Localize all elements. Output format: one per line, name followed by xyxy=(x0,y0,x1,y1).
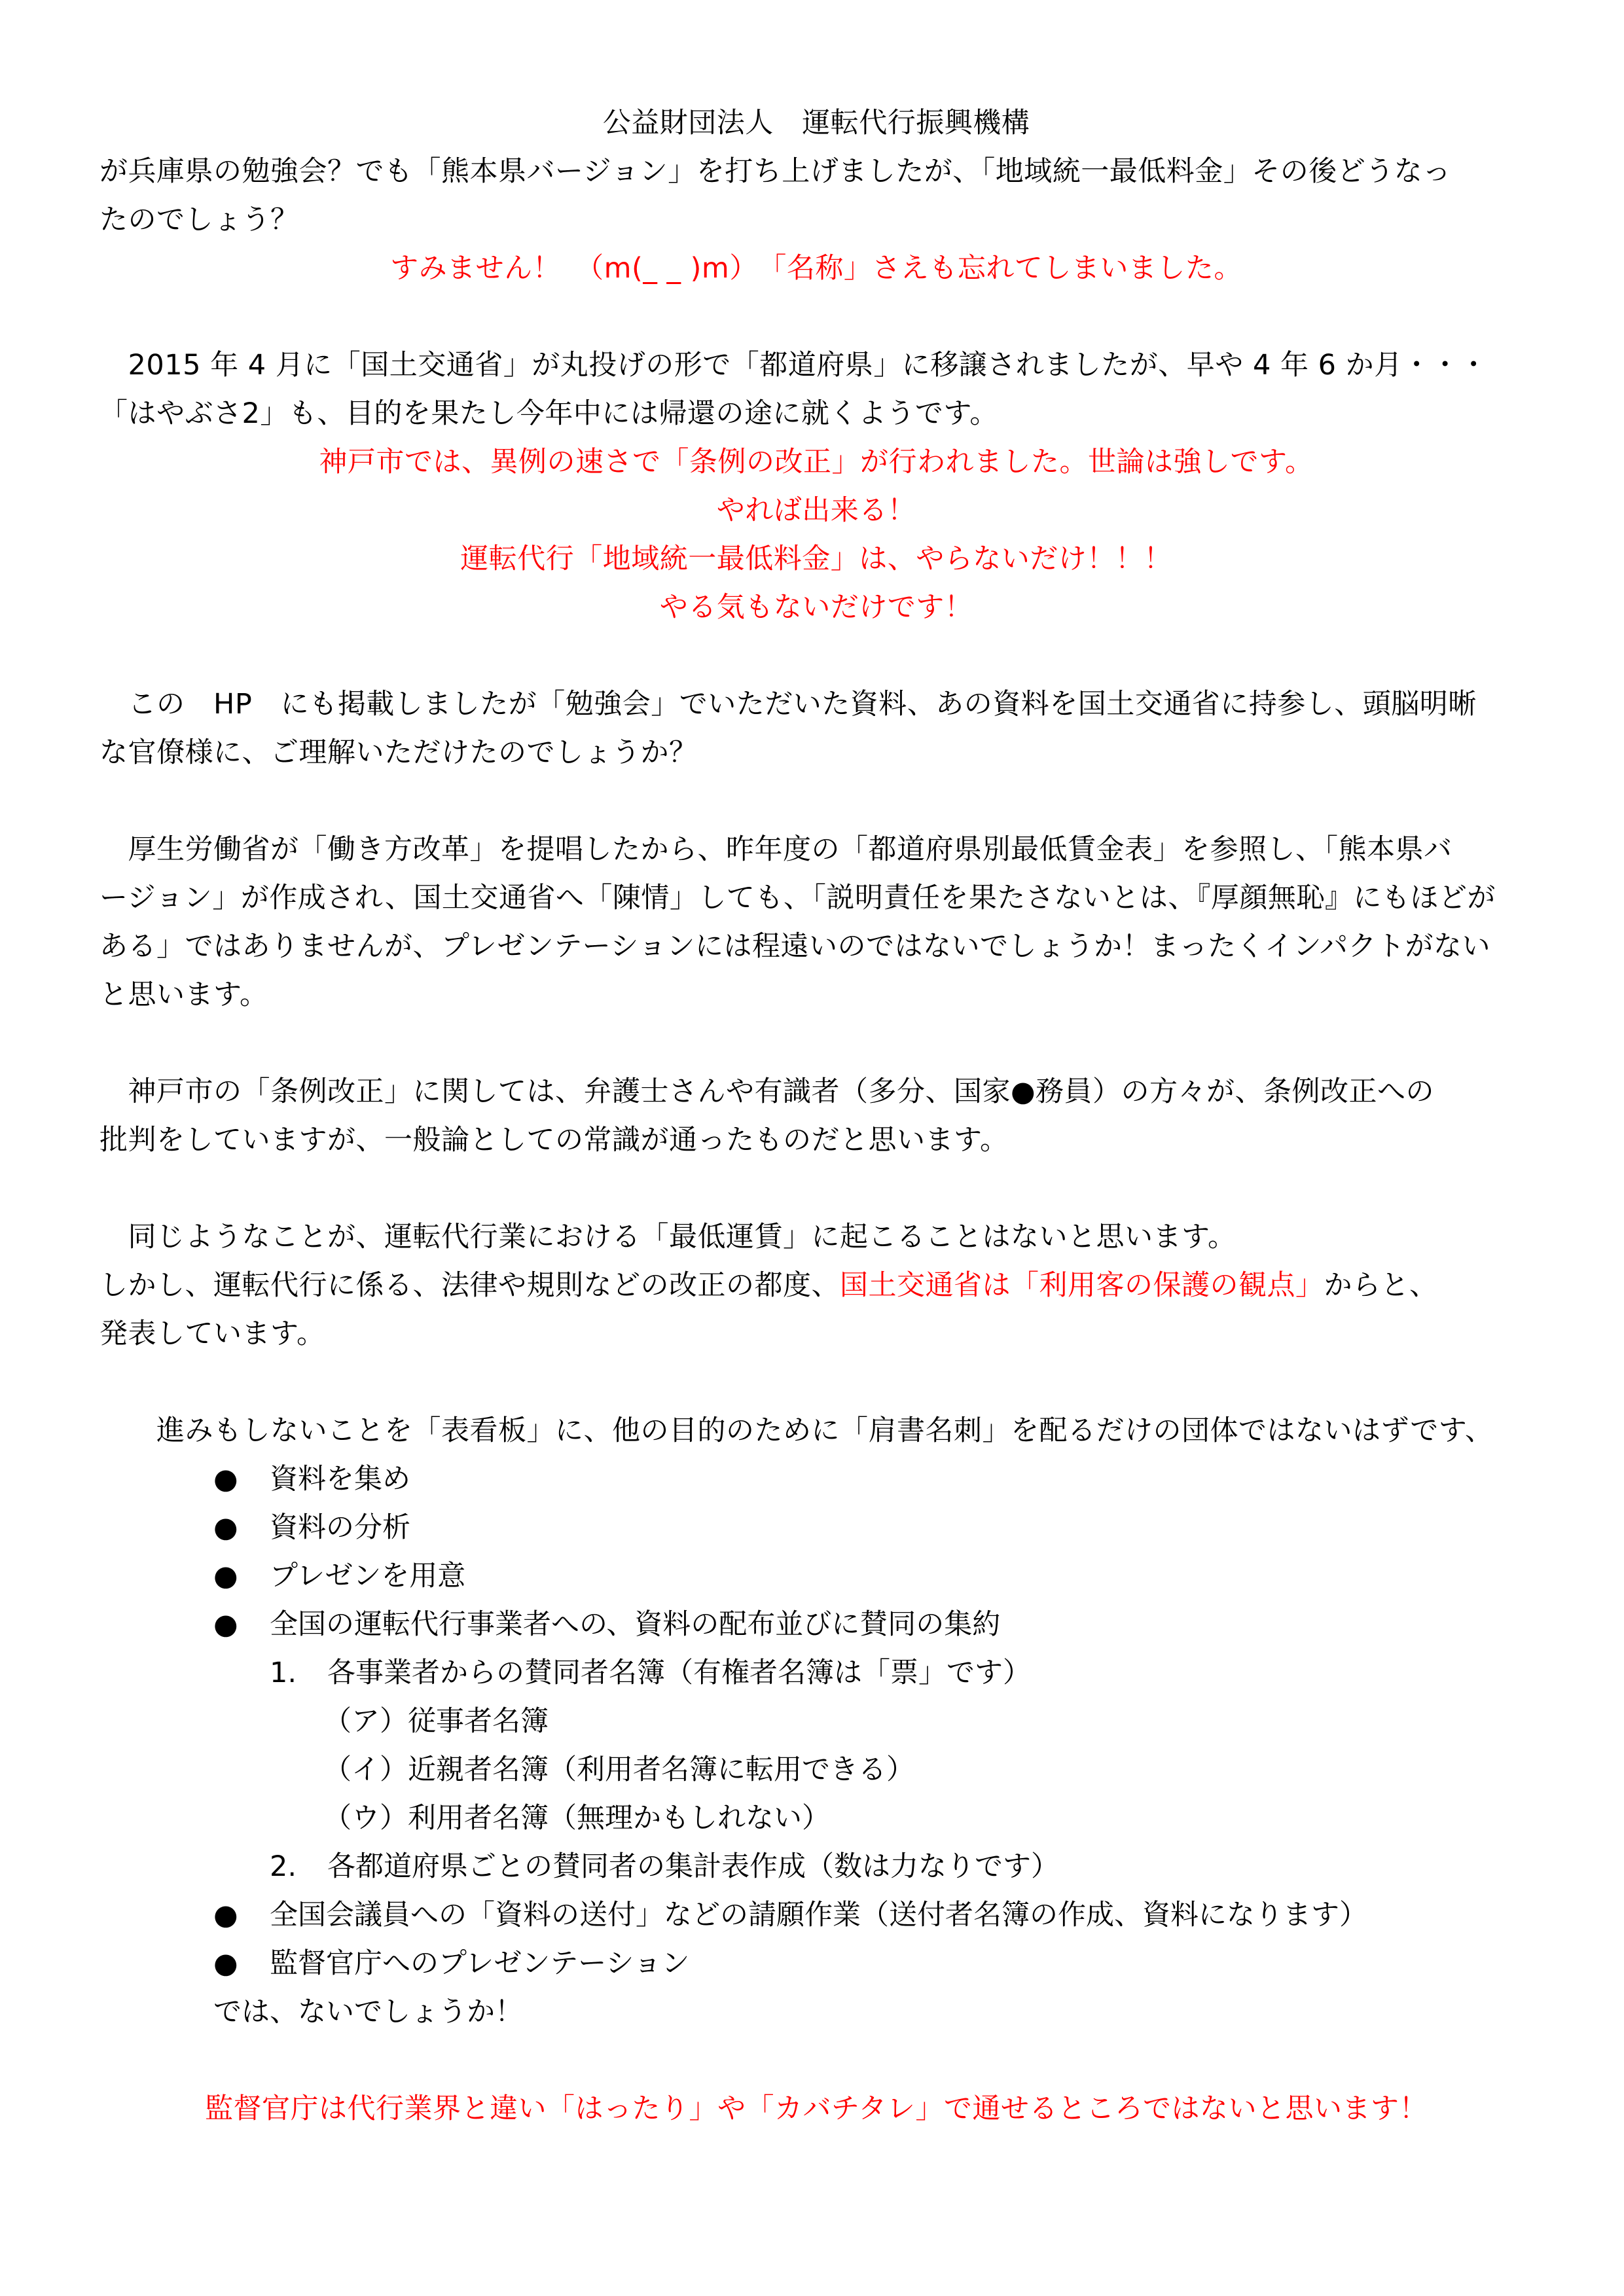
bullet-icon: ● xyxy=(213,1947,238,1980)
list-item-text: 資料の分析 xyxy=(270,1511,410,1544)
no-motivation-line: やる気もないだけです！ xyxy=(659,591,973,624)
sub-list-item-text: （イ）近親者名簿（利用者名簿に転用できる） xyxy=(323,1753,914,1786)
apology-line: すみません！ （m(_ _ )m） 「名称」さえも忘れてしまいました。 xyxy=(390,252,1242,285)
bullet-icon: ● xyxy=(213,1511,238,1544)
list-item-text: 全国の運転代行事業者への、資料の配布並びに賛同の集約 xyxy=(270,1608,1001,1641)
numbered-item-text: 各事業者からの賛同者名簿（有権者名簿は「票」です） xyxy=(327,1657,1031,1689)
para5-line-2 xyxy=(99,1266,1533,1305)
para3-line-3: ある」ではありませんが、プレゼンテーションには程遠いのではないでしょうか！まったくインパクトがない xyxy=(99,930,1491,963)
para4-line-2: 批判をしていますが、一般論としての常識が通ったものだと思います。 xyxy=(99,1124,1009,1157)
para4-line-1: 神戸市の「条例改正」に関しては、弁護士さんや有識者（多分、国家●務員）の方々が、条例改正への xyxy=(99,1075,1435,1108)
para3-line-1: 厚生労働省が「働き方改革」を提唱したから、昨年度の「都道府県別最低賃金表」を参照し、「熊本県バ xyxy=(99,833,1453,866)
list-item-text: 監督官庁へのプレゼンテーション xyxy=(270,1947,690,1980)
para5-line-2-prefix: しかし、運転代行に係る、法律や規則などの改正の都度、 xyxy=(99,1269,840,1302)
bullet-icon: ● xyxy=(213,1463,238,1496)
list-item-text: 全国会議員への「資料の送付」などの請願作業（送付者名簿の作成、資料になります） xyxy=(270,1899,1367,1931)
closing-text: では、ないでしょうか！ xyxy=(213,1996,523,2028)
mlit-viewpoint-highlight: 国土交通省は「利用客の保護の観点」 xyxy=(840,1269,1324,1302)
can-do-line: やれば出来る！ xyxy=(716,494,916,527)
intro-line-2: たのでしょう？ xyxy=(99,204,299,236)
para6-line-1: 進みもしないことを「表看板」に、他の目的のために「肩書名刺」を配るだけの団体ではないはずです、 xyxy=(99,1414,1494,1447)
list-item-text: プレゼンを用意 xyxy=(270,1560,466,1592)
para1-line-1: 2015 年 4 月に「国土交通省」が丸投げの形で「都道府県」に移譲されましたが、早や 4 年 6 か月・・・ xyxy=(99,349,1489,382)
final-emphasis-line: 監督官庁は代行業界と違い「はったり」や「カバチタレ」で通せるところではないと思います！ xyxy=(205,2092,1428,2125)
para3-line-2: ージョン」が作成され、国土交通省へ「陳情」しても、「説明責任を果たさないとは、『厚顔無恥』にもほどが xyxy=(99,882,1496,914)
intro-line-1: が兵庫県の勉強会？でも「熊本県バージョン」を打ち上げましたが、「地域統一最低料金」その後どうなっ xyxy=(99,155,1451,188)
bullet-icon: ● xyxy=(213,1899,238,1931)
para5-line-2-suffix: からと、 xyxy=(1324,1269,1438,1302)
numbered-item-marker: 1. xyxy=(270,1657,297,1689)
kobe-emphasis-line: 神戸市では、異例の速さで「条例の改正」が行われました。世論は強しです。 xyxy=(319,446,1314,478)
para5-line-1: 同じようなことが、運転代行業における「最低運賃」に起こることはないと思います。 xyxy=(99,1221,1236,1253)
numbered-item-marker: 2. xyxy=(270,1850,297,1883)
bullet-icon: ● xyxy=(213,1560,238,1592)
list-item-text: 資料を集め xyxy=(270,1463,410,1496)
para2-line-2: な官僚様に、ご理解いただけたのでしょうか？ xyxy=(99,736,698,769)
para5-line-3: 発表しています。 xyxy=(99,1318,325,1350)
sub-list-item-text: （ウ）利用者名簿（無理かもしれない） xyxy=(323,1802,830,1835)
para2-line-1: この HP にも掲載しましたが「勉強会」でいただいた資料、あの資料を国土交通省に持参し、頭脳明晰 xyxy=(99,688,1477,721)
min-fare-line: 運転代行「地域統一最低料金」は、やらないだけ！！！ xyxy=(460,543,1172,575)
numbered-item-text: 各都道府県ごとの賛同者の集計表作成（数は力なりです） xyxy=(327,1850,1059,1883)
org-title: 公益財団法人 運転代行振興機構 xyxy=(602,107,1030,139)
bullet-icon: ● xyxy=(213,1608,238,1641)
sub-list-item-text: （ア）従事者名簿 xyxy=(323,1705,549,1738)
para1-line-2: 「はやぶさ2」も、目的を果たし今年中には帰還の途に就くようです。 xyxy=(99,397,998,430)
para3-line-4: と思います。 xyxy=(99,978,268,1011)
